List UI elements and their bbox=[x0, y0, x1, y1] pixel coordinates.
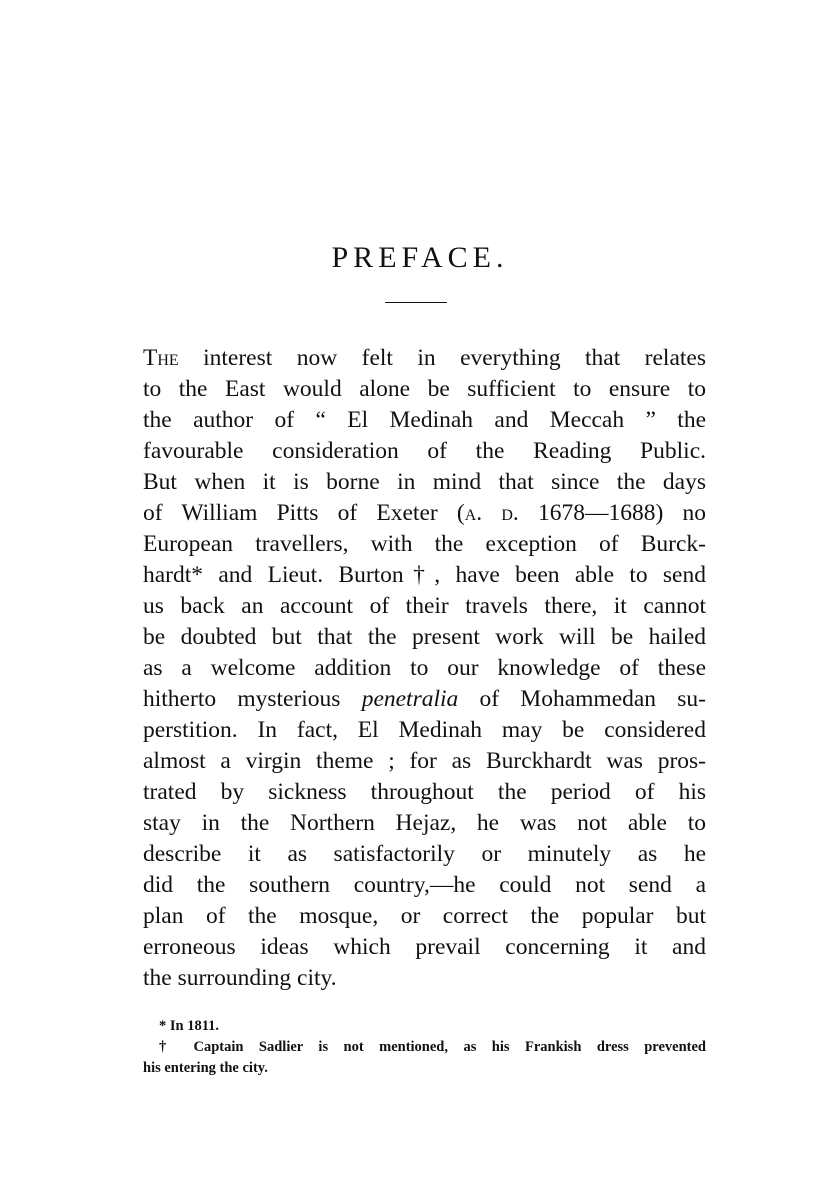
text-line-21: the surrounding city. bbox=[143, 965, 337, 991]
text-line-12 bbox=[143, 684, 706, 715]
text-line-19: plan of the mosque, or correct the popular but bbox=[143, 903, 706, 929]
text-line-5: But when it is borne in mind that since the days bbox=[143, 469, 706, 495]
text-line-4: favourable consideration of the Reading Public. bbox=[143, 438, 706, 464]
text-line-6 bbox=[143, 498, 706, 529]
text-line-15: trated by sickness throughout the period of his bbox=[143, 779, 706, 805]
italic-penetralia: penetralia bbox=[361, 686, 459, 712]
preface-body bbox=[143, 343, 706, 994]
footnote-2-line-1: † Captain Sadlier is not mentioned, as his Frankish dress prevented bbox=[159, 1039, 706, 1055]
text-line-6-pre: of William Pitts of Exeter ( bbox=[143, 500, 465, 526]
footnote-2-line-2: his entering the city. bbox=[143, 1060, 268, 1076]
footnote-1: * In 1811. bbox=[159, 1018, 220, 1034]
text-line-13: perstition. In fact, El Medinah may be considered bbox=[143, 717, 706, 743]
page-title: PREFACE. bbox=[331, 241, 509, 274]
text-line-16: stay in the Northern Hejaz, he was not able to bbox=[143, 810, 706, 836]
text-line-10: be doubted but that the present work will be hailed bbox=[143, 624, 706, 650]
title-rule bbox=[385, 302, 447, 303]
text-line-7: European travellers, with the exception of Burck- bbox=[143, 531, 706, 557]
anno-domini: a. d. bbox=[464, 500, 519, 526]
dropcap-word: The bbox=[143, 345, 179, 371]
text-line-2: to the East would alone be sufficient to ensure to bbox=[143, 376, 706, 402]
text-line-20: erroneous ideas which prevail concerning it and bbox=[143, 934, 706, 960]
text-line-17: describe it as satisfactorily or minutely as he bbox=[143, 841, 706, 867]
text-line-14: almost a virgin theme ; for as Burckhardt was pros- bbox=[143, 748, 706, 774]
text-line-12-post: of Mohammedan su- bbox=[458, 686, 706, 712]
text-line-6-post: 1678—1688) no bbox=[518, 500, 706, 526]
text-line-1-rest: interest now felt in everything that relates bbox=[178, 345, 706, 371]
text-line-9: us back an account of their travels there, it cannot bbox=[143, 593, 706, 619]
text-line-3: the author of “ El Medinah and Meccah ” the bbox=[143, 407, 706, 433]
footnotes bbox=[143, 1016, 706, 1079]
text-line-18: did the southern country,—he could not send a bbox=[143, 872, 706, 898]
text-line-8: hardt* and Lieut. Burton†, have been able to send bbox=[143, 562, 706, 588]
text-line-12-pre: hitherto mysterious bbox=[143, 686, 362, 712]
text-line-1 bbox=[143, 343, 706, 374]
text-line-11: as a welcome addition to our knowledge of these bbox=[143, 655, 706, 681]
